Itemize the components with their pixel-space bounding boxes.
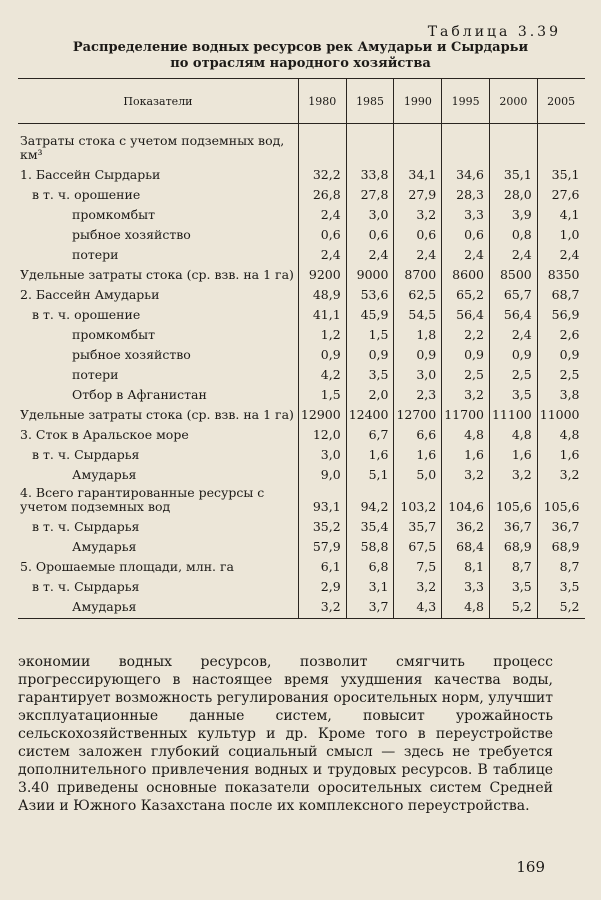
table-row <box>18 554 585 574</box>
cell-value: 5,1 <box>346 462 394 482</box>
table-row <box>18 534 585 554</box>
cell-value: 48,9 <box>298 282 346 302</box>
table-row <box>18 362 585 382</box>
cell-value: 2,4 <box>346 242 394 262</box>
cell-value: 105,6 <box>489 482 537 514</box>
cell-value: 28,0 <box>489 182 537 202</box>
cell-value: 11000 <box>537 402 584 422</box>
cell-value: 8600 <box>442 262 490 282</box>
header-year: 2005 <box>537 79 584 124</box>
row-label: Отбор в Афганистан <box>72 387 207 402</box>
cell-value: 6,7 <box>346 422 394 442</box>
cell-value: 2,6 <box>537 322 584 342</box>
table-row <box>18 514 585 534</box>
cell-value: 45,9 <box>346 302 394 322</box>
cell-value: 1,6 <box>346 442 394 462</box>
cell-value: 2,5 <box>489 362 537 382</box>
cell-value: 0,9 <box>298 342 346 362</box>
cell-value: 3,2 <box>442 382 490 402</box>
cell-value: 27,8 <box>346 182 394 202</box>
cell-value: 9200 <box>298 262 346 282</box>
cell-value: 1,2 <box>298 322 346 342</box>
table-row <box>18 182 585 202</box>
table-title-line1: Распределение водных ресурсов рек Амударьи и Сырдарьи <box>72 40 529 55</box>
cell-value: 3,0 <box>298 442 346 462</box>
cell-value: 35,2 <box>298 514 346 534</box>
cell-value: 3,1 <box>346 574 394 594</box>
header-year: 1995 <box>442 79 490 124</box>
table-number: Таблица 3.39 <box>427 24 561 40</box>
cell-value: 3,5 <box>489 382 537 402</box>
cell-value: 3,2 <box>537 462 584 482</box>
section-title-row <box>18 132 585 162</box>
cell-value: 12700 <box>394 402 442 422</box>
cell-value: 94,2 <box>346 482 394 514</box>
cell-value: 3,2 <box>298 594 346 619</box>
cell-value: 4,8 <box>537 422 584 442</box>
table-header-row <box>18 79 585 124</box>
cell-value: 1,5 <box>298 382 346 402</box>
table-row <box>18 162 585 182</box>
cell-value: 27,6 <box>537 182 584 202</box>
table-row <box>18 342 585 362</box>
cell-value: 35,1 <box>537 162 584 182</box>
table-row <box>18 402 585 422</box>
table-row <box>18 282 585 302</box>
table-row <box>18 462 585 482</box>
cell-value: 3,5 <box>346 362 394 382</box>
cell-value: 8,7 <box>537 554 584 574</box>
water-resources-table <box>18 78 585 619</box>
cell-value: 4,3 <box>394 594 442 619</box>
cell-value: 1,5 <box>346 322 394 342</box>
cell-value: 8350 <box>537 262 584 282</box>
cell-value: 3,0 <box>346 202 394 222</box>
header-year: 1985 <box>346 79 394 124</box>
row-label: в т. ч. Сырдарья <box>32 519 140 534</box>
row-label: 5. Орошаемые площади, млн. га <box>20 559 234 574</box>
body-paragraph: экономии водных ресурсов, позволит смягчить процесс прогрессирующего в настоящее время ухудшения качества воды, гарантирует возможность регулирования оросительных норм, улучшит эксплуатационные данные систем, повысит урожайность сельскохозяйственных культур и др. Кроме того в переустройстве систем заложен глубокий социальный смысл — здесь не требуется дополнительного привлечения водных и трудовых ресурсов. В таблице 3.40 приведены основные показатели оросительных систем Средней Азии и Южного Казахстана после их комплексного переустройства. <box>18 654 553 814</box>
cell-value: 56,4 <box>442 302 490 322</box>
cell-value: 2,4 <box>489 242 537 262</box>
cell-value: 7,5 <box>394 554 442 574</box>
header-label: Показатели <box>18 79 298 124</box>
header-year: 2000 <box>489 79 537 124</box>
cell-value: 5,2 <box>537 594 584 619</box>
cell-value: 9000 <box>346 262 394 282</box>
cell-value: 34,1 <box>394 162 442 182</box>
row-label: потери <box>72 367 119 382</box>
cell-value: 1,6 <box>394 442 442 462</box>
cell-value: 3,0 <box>394 362 442 382</box>
cell-value: 35,4 <box>346 514 394 534</box>
cell-value: 3,5 <box>489 574 537 594</box>
row-label: промкомбыт <box>72 327 156 342</box>
cell-value: 4,8 <box>442 594 490 619</box>
cell-value: 58,8 <box>346 534 394 554</box>
cell-value: 3,2 <box>394 574 442 594</box>
cell-value: 6,8 <box>346 554 394 574</box>
cell-value: 34,6 <box>442 162 490 182</box>
table-row <box>18 242 585 262</box>
cell-value: 2,0 <box>346 382 394 402</box>
cell-value: 0,6 <box>346 222 394 242</box>
cell-value: 2,4 <box>442 242 490 262</box>
cell-value: 8,7 <box>489 554 537 574</box>
cell-value: 2,9 <box>298 574 346 594</box>
row-label: промкомбыт <box>72 207 156 222</box>
row-label: рыбное хозяйство <box>72 227 191 242</box>
cell-value: 3,2 <box>489 462 537 482</box>
cell-value: 11700 <box>442 402 490 422</box>
cell-value: 93,1 <box>298 482 346 514</box>
cell-value: 0,8 <box>489 222 537 242</box>
cell-value: 8700 <box>394 262 442 282</box>
cell-value: 36,7 <box>537 514 584 534</box>
table-row <box>18 422 585 442</box>
cell-value: 12,0 <box>298 422 346 442</box>
cell-value: 67,5 <box>394 534 442 554</box>
table-row <box>18 262 585 282</box>
cell-value: 54,5 <box>394 302 442 322</box>
table-row <box>18 302 585 322</box>
cell-value: 103,2 <box>394 482 442 514</box>
cell-value: 3,3 <box>442 574 490 594</box>
cell-value: 4,2 <box>298 362 346 382</box>
cell-value: 68,7 <box>537 282 584 302</box>
row-label: в т. ч. Сырдарья <box>32 447 140 462</box>
page-number: 169 <box>516 858 545 876</box>
row-label: Удельные затраты стока (ср. взв. на 1 га) <box>20 407 294 422</box>
cell-value: 2,4 <box>298 202 346 222</box>
header-year: 1980 <box>298 79 346 124</box>
table-row <box>18 382 585 402</box>
cell-value: 105,6 <box>537 482 584 514</box>
cell-value: 6,1 <box>298 554 346 574</box>
cell-value: 0,6 <box>394 222 442 242</box>
row-label: Амударья <box>18 594 298 619</box>
table-title-line2: по отраслям народного хозяйства <box>170 56 431 71</box>
cell-value: 3,2 <box>442 462 490 482</box>
cell-value: 8,1 <box>442 554 490 574</box>
cell-value: 62,5 <box>394 282 442 302</box>
cell-value: 1,6 <box>442 442 490 462</box>
header-year: 1990 <box>394 79 442 124</box>
cell-value: 5,2 <box>489 594 537 619</box>
cell-value: 0,9 <box>346 342 394 362</box>
cell-value: 0,6 <box>442 222 490 242</box>
row-label: 3. Сток в Аральское море <box>20 427 189 442</box>
cell-value: 2,5 <box>537 362 584 382</box>
cell-value: 27,9 <box>394 182 442 202</box>
row-label: потери <box>72 247 119 262</box>
row-label: в т. ч. орошение <box>32 307 141 322</box>
cell-value: 1,0 <box>537 222 584 242</box>
cell-value: 65,2 <box>442 282 490 302</box>
cell-value: 0,9 <box>394 342 442 362</box>
cell-value: 0,6 <box>298 222 346 242</box>
cell-value: 41,1 <box>298 302 346 322</box>
cell-value: 12400 <box>346 402 394 422</box>
cell-value: 35,1 <box>489 162 537 182</box>
cell-value: 3,9 <box>489 202 537 222</box>
cell-value: 35,7 <box>394 514 442 534</box>
cell-value: 2,5 <box>442 362 490 382</box>
cell-value: 57,9 <box>298 534 346 554</box>
row-label: Удельные затраты стока (ср. взв. на 1 га) <box>20 267 294 282</box>
cell-value: 68,9 <box>489 534 537 554</box>
cell-value: 2,4 <box>537 242 584 262</box>
cell-value: 3,3 <box>442 202 490 222</box>
cell-value: 65,7 <box>489 282 537 302</box>
table-row <box>18 442 585 462</box>
cell-value: 0,9 <box>537 342 584 362</box>
cell-value: 4,8 <box>489 422 537 442</box>
row-label: в т. ч. орошение <box>32 187 141 202</box>
cell-value: 1,6 <box>489 442 537 462</box>
cell-value: 4,1 <box>537 202 584 222</box>
cell-value: 68,4 <box>442 534 490 554</box>
cell-value: 3,8 <box>537 382 584 402</box>
cell-value: 12900 <box>298 402 346 422</box>
cell-value: 3,2 <box>394 202 442 222</box>
spacer-row <box>18 124 585 133</box>
cell-value: 68,9 <box>537 534 584 554</box>
table-body <box>18 124 585 619</box>
table-row <box>18 482 585 514</box>
cell-value: 5,0 <box>394 462 442 482</box>
cell-value: 28,3 <box>442 182 490 202</box>
cell-value: 36,2 <box>442 514 490 534</box>
row-label: 2. Бассейн Амударьи <box>20 287 160 302</box>
cell-value: 33,8 <box>346 162 394 182</box>
cell-value: 53,6 <box>346 282 394 302</box>
table-title <box>0 40 601 72</box>
cell-value: 2,4 <box>298 242 346 262</box>
row-label: 4. Всего гарантированные ресурсы с учетом подземных вод <box>20 485 265 514</box>
row-label: Амударья <box>72 539 137 554</box>
table-row <box>18 574 585 594</box>
cell-value: 2,4 <box>394 242 442 262</box>
row-label: в т. ч. Сырдарья <box>32 579 140 594</box>
cell-value: 9,0 <box>298 462 346 482</box>
cell-value: 104,6 <box>442 482 490 514</box>
cell-value: 6,6 <box>394 422 442 442</box>
cell-value: 3,5 <box>537 574 584 594</box>
cell-value: 36,7 <box>489 514 537 534</box>
cell-value: 2,2 <box>442 322 490 342</box>
table-row <box>18 594 585 619</box>
cell-value: 1,8 <box>394 322 442 342</box>
cell-value: 2,3 <box>394 382 442 402</box>
section-title: Затраты стока с учетом подземных вод, км³ <box>20 133 285 162</box>
table-row <box>18 202 585 222</box>
cell-value: 56,4 <box>489 302 537 322</box>
row-label: Амударья <box>72 467 137 482</box>
cell-value: 8500 <box>489 262 537 282</box>
cell-value: 32,2 <box>298 162 346 182</box>
cell-value: 1,6 <box>537 442 584 462</box>
cell-value: 0,9 <box>442 342 490 362</box>
cell-value: 4,8 <box>442 422 490 442</box>
table-row <box>18 222 585 242</box>
row-label: рыбное хозяйство <box>72 347 191 362</box>
cell-value: 11100 <box>489 402 537 422</box>
cell-value: 56,9 <box>537 302 584 322</box>
cell-value: 26,8 <box>298 182 346 202</box>
cell-value: 3,7 <box>346 594 394 619</box>
row-label: 1. Бассейн Сырдарьи <box>20 167 161 182</box>
cell-value: 0,9 <box>489 342 537 362</box>
cell-value: 2,4 <box>489 322 537 342</box>
table-row <box>18 322 585 342</box>
